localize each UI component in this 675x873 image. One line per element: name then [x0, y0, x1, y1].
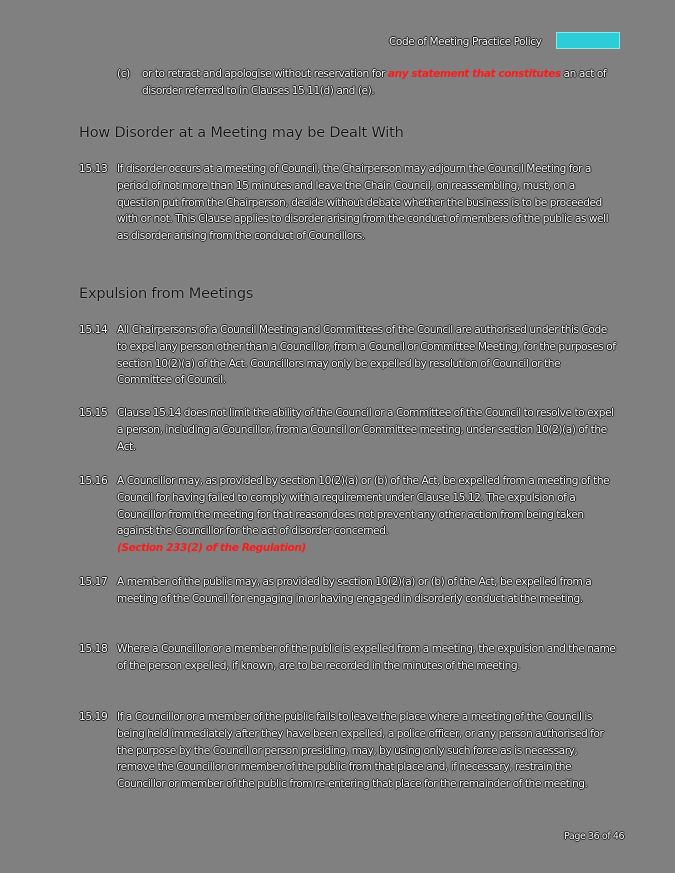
- section-heading-disorder: How Disorder at a Meeting may be Dealt With: [79, 125, 404, 141]
- page-number: Page 36 of 46: [564, 831, 625, 842]
- clause-text: A member of the public may, as provided by section 10(2)(a) or (b) of the Act, be expelled from a meeting of the Council for engaging in or having engaged in disorderly conduct at the meeting.: [117, 576, 592, 605]
- highlighted-text: any statement that constitutes: [387, 68, 561, 80]
- item-text: or to retract and apologise without reservation for any statement that constitutes an act of disorder referred to in Clauses 15.11(d) and (e).: [142, 68, 607, 97]
- clause-number: 15.15: [79, 407, 108, 419]
- item-label: (c): [117, 68, 130, 80]
- clause-number: 15.18: [79, 643, 108, 655]
- header-accent-block: [556, 32, 620, 49]
- clause-text: Clause 15.14 does not limit the ability of the Council or a Committee of the Council to resolve to expel a person, including a Councillor, from a Council or Committee meeting, under section 10(2)(a) of the Act.: [117, 407, 614, 453]
- clause-text: A Councillor may, as provided by section 10(2)(a) or (b) of the Act, be expelled from a meeting of the Council for having failed to comply with a requirement under Clause 15.12. The expulsion of a Councillor from the meeting for that reason does not prevent any other action from being taken against the Councillor for the act of disorder concerned. (Section 233(2) of the Regulation): [117, 475, 610, 555]
- document-title: Code of Meeting Practice Policy: [389, 36, 542, 48]
- section-heading-expulsion: Expulsion from Meetings: [79, 286, 254, 302]
- clause-number: 15.13: [79, 163, 108, 175]
- clause-text: If disorder occurs at a meeting of Council, the Chairperson may adjourn the Council Meeting for a period of not more than 15 minutes and leave the Chair. Council, on reassembling, must, on a question put from the Chairperson, decide without debate whether the business is to be proceeded with or not. This Clause applies to disorder arising from the conduct of members of the public as well as disorder arising from the conduct of Councillors.: [117, 163, 609, 243]
- clause-text: All Chairpersons of a Council Meeting and Committees of the Council are authorised under this Code to expel any person other than a Councillor, from a Council or Committee Meeting, for the purposes of section 10(2)(a) of the Act. Councillors may only be expelled by resolution of Council or the Committee of Council.: [117, 324, 616, 387]
- regulation-reference: (Section 233(2) of the Regulation): [117, 542, 306, 555]
- clause-number: 15.16: [79, 475, 108, 487]
- clause-number: 15.17: [79, 576, 108, 588]
- clause-text: Where a Councillor or a member of the public is expelled from a meeting, the expulsion and the name of the person expelled, if known, are to be recorded in the minutes of the meeting.: [117, 643, 616, 672]
- clause-number: 15.14: [79, 324, 108, 336]
- clause-text: If a Councillor or a member of the public fails to leave the place where a meeting of the Council is being held immediately after they have been expelled, a police officer, or any person authorised for the purpose by the Council or person presiding, may, by using only such force as is necessary, remove the Councillor or member of the public from that place and, if necessary, restrain the Councillor or member of the public from re-entering that place for the remainder of the meeting.: [117, 711, 604, 791]
- clause-number: 15.19: [79, 711, 108, 723]
